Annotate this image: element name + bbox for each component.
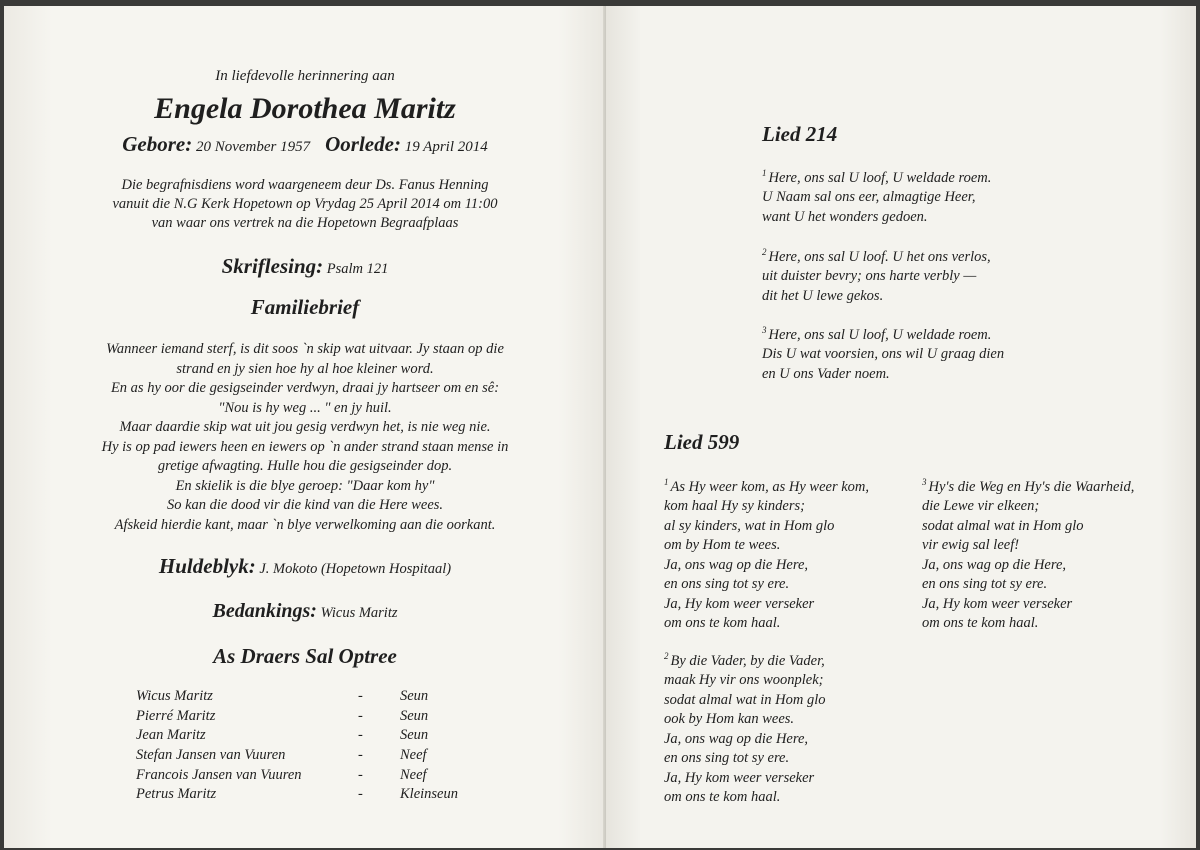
bearer-name: Pierré Maritz: [136, 707, 216, 724]
hymn-599-stanza: [922, 473, 1134, 634]
tribute-value: J. Mokoto (Hopetown Hospitaal): [259, 561, 452, 577]
bearer-row: [136, 785, 458, 805]
verse-number: 2: [664, 651, 669, 661]
bearer-dash: -: [358, 707, 363, 724]
stanza-line: maak Hy vir ons woonplek;: [664, 672, 824, 689]
bearer-name: Stefan Jansen van Vuuren: [136, 747, 286, 764]
family-letter-text: [4, 340, 606, 535]
stanza-line: sodat almal wat in Hom glo: [922, 517, 1084, 534]
thanks-value: Wicus Maritz: [320, 605, 398, 621]
left-page: [4, 6, 606, 848]
right-page: [606, 6, 1196, 848]
stanza-line: om ons te kom haal.: [922, 615, 1039, 632]
letter-line: En as hy oor die gesigseinder verdwyn, draai jy hartseer om en sê:: [110, 380, 500, 396]
hymn-214-stanza: [762, 164, 991, 227]
bearer-relation: Seun: [400, 688, 429, 705]
bearer-row: [136, 707, 458, 727]
stanza-text: Here, ons sal U loof. U het ons verlos,: [768, 248, 991, 265]
born-label: Gebore:: [122, 132, 193, 156]
service-line: Die begrafnisdiens word waargeneem deur Ds. Fanus Henning: [121, 177, 489, 193]
stanza-line: die Lewe vir elkeen;: [922, 498, 1040, 515]
bearer-relation: Neef: [400, 766, 427, 783]
stanza-line: Ja, ons wag op die Here,: [922, 556, 1067, 573]
bearer-relation: Seun: [400, 727, 429, 744]
verse-number: 3: [762, 325, 767, 335]
born-date: 20 November 1957: [195, 139, 311, 155]
bearer-name: Francois Jansen van Vuuren: [136, 766, 302, 783]
stanza-text: As Hy weer kom, as Hy weer kom,: [670, 478, 870, 495]
stanza-text: Here, ons sal U loof, U weldade roem.: [768, 326, 992, 343]
service-details: [4, 176, 606, 233]
letter-line: gretige afwagting. Hulle hou die gesigseinder dop.: [157, 458, 453, 474]
letter-line: "Nou is hy weg ... " en jy huil.: [218, 399, 392, 416]
stanza-text: Hy's die Weg en Hy's die Waarheid,: [928, 478, 1135, 495]
bearer-row: [136, 726, 458, 746]
hymn-599-title: Lied 599: [664, 430, 740, 454]
stanza-line: [664, 473, 869, 497]
verse-number: 2: [762, 247, 767, 257]
bearer-row: [136, 746, 458, 766]
bearer-relation: Seun: [400, 707, 429, 724]
bearer-relation: Neef: [400, 747, 427, 764]
stanza-line: [762, 243, 991, 267]
letter-line: strand en jy sien hoe hy al hoe kleiner word.: [176, 360, 434, 377]
service-line: van waar ons vertrek na die Hopetown Begraafplaas: [151, 215, 459, 231]
hymn-214-stanza: [762, 321, 1004, 384]
intro-text: In liefdevolle herinnering aan: [215, 68, 395, 84]
stanza-line: en ons sing tot sy ere.: [664, 576, 790, 593]
bearer-dash: -: [358, 766, 363, 783]
stanza-line: Ja, ons wag op die Here,: [664, 730, 809, 747]
letter-line: So kan die dood vir die kind van die Here wees.: [166, 497, 444, 513]
dates-line: [4, 132, 606, 157]
bearer-dash: -: [358, 747, 363, 764]
bearer-dash: -: [358, 786, 363, 803]
stanza-line: Dis U wat voorsien, ons wil U graag dien: [762, 346, 1005, 363]
stanza-line: [762, 321, 1004, 345]
verse-number: 3: [922, 477, 927, 487]
died-label: Oorlede:: [325, 132, 401, 156]
stanza-line: en U ons Vader noem.: [762, 365, 890, 382]
thanks: [4, 600, 606, 623]
stanza-line: [762, 164, 991, 188]
scripture-reading: [4, 254, 606, 279]
bearers-list: [136, 687, 458, 805]
letter-line: Maar daardie skip wat uit jou gesig verdwyn het, is nie weg nie.: [119, 419, 491, 435]
bearer-name: Wicus Maritz: [136, 688, 213, 705]
tribute: [4, 554, 606, 579]
stanza-text: Here, ons sal U loof, U weldade roem.: [768, 169, 992, 186]
bearer-name: Petrus Maritz: [136, 786, 217, 803]
thanks-label: Bedankings:: [212, 600, 317, 622]
stanza-line: Ja, Hy kom weer verseker: [664, 769, 815, 786]
died-date: 19 April 2014: [404, 139, 488, 155]
verse-number: 1: [762, 168, 767, 178]
stanza-line: Ja, ons wag op die Here,: [664, 556, 809, 573]
letter-line: Afskeid hierdie kant, maar `n blye verwelkoming aan die oorkant.: [114, 516, 496, 533]
stanza-line: en ons sing tot sy ere.: [664, 750, 790, 767]
letter-line: En skielik is die blye geroep: "Daar kom hy": [175, 477, 435, 494]
reading-label: Skriflesing:: [221, 254, 324, 278]
stanza-line: en ons sing tot sy ere.: [922, 576, 1048, 593]
stanza-line: om by Hom te wees.: [664, 537, 781, 554]
stanza-line: om ons te kom haal.: [664, 615, 781, 632]
hymn-599-stanza: [664, 473, 869, 634]
family-letter-title: Familiebrief: [250, 295, 360, 319]
stanza-line: al sy kinders, wat in Hom glo: [664, 517, 835, 534]
bearer-row: [136, 765, 458, 785]
stanza-line: kom haal Hy sy kinders;: [664, 498, 805, 515]
stanza-line: om ons te kom haal.: [664, 789, 781, 806]
hymn-214-title: Lied 214: [762, 122, 838, 146]
stanza-line: Ja, Hy kom weer verseker: [922, 595, 1073, 612]
stanza-line: Ja, Hy kom weer verseker: [664, 595, 815, 612]
bearer-name: Jean Maritz: [136, 727, 206, 744]
stanza-line: [664, 647, 826, 671]
stanza-line: vir ewig sal leef!: [922, 537, 1020, 554]
bearers-title: As Draers Sal Optree: [213, 644, 397, 668]
stanza-text: By die Vader, by die Vader,: [670, 652, 825, 669]
verse-number: 1: [664, 477, 669, 487]
hymn-599-stanza: [664, 647, 826, 808]
service-line: vanuit die N.G Kerk Hopetown op Vrydag 25 April 2014 om 11:00: [112, 196, 498, 212]
reading-value: Psalm 121: [326, 261, 389, 277]
stanza-line: U Naam sal ons eer, almagtige Heer,: [762, 189, 976, 206]
stanza-line: uit duister bevry; ons harte verbly —: [762, 268, 977, 285]
bearer-dash: -: [358, 727, 363, 744]
bearer-relation: Kleinseun: [400, 786, 458, 803]
tribute-label: Huldeblyk:: [158, 554, 256, 578]
stanza-line: [922, 473, 1134, 497]
hymn-214-stanza: [762, 243, 991, 306]
stanza-line: ook by Hom kan wees.: [664, 711, 795, 728]
stanza-line: want U het wonders gedoen.: [762, 208, 928, 225]
letter-line: Hy is op pad iewers heen en iewers op `n ander strand staan mense in: [101, 438, 509, 455]
letter-line: Wanneer iemand sterf, is dit soos `n skip wat uitvaar. Jy staan op die: [106, 341, 504, 357]
stanza-line: dit het U lewe gekos.: [762, 287, 884, 304]
bearer-row: [136, 687, 458, 707]
stanza-line: sodat almal wat in Hom glo: [664, 691, 826, 708]
bearer-dash: -: [358, 688, 363, 705]
deceased-name: Engela Dorothea Maritz: [154, 92, 456, 125]
